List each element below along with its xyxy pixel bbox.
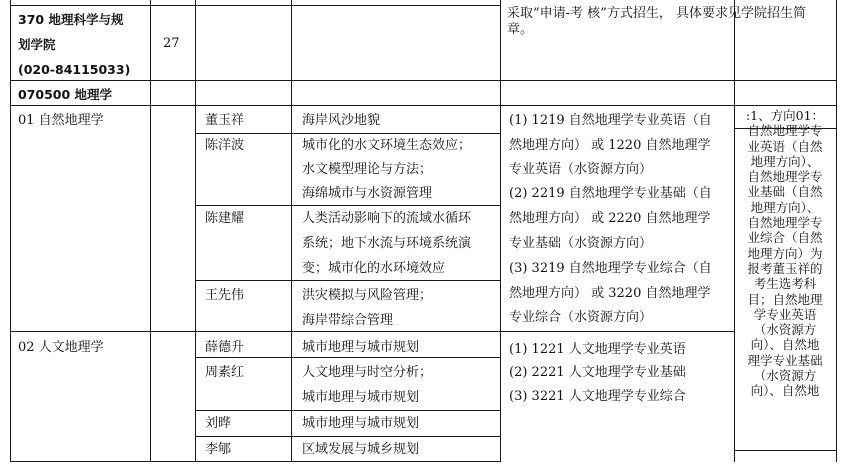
remark-line: 学专业英语 [753, 306, 817, 322]
college-quota: 27 [163, 36, 180, 51]
remark-line: （水资源方 [753, 368, 817, 384]
col-border-research-exam [500, 0, 501, 462]
col-border-right [836, 0, 837, 462]
remark-line: 报考董玉祥的 [747, 260, 823, 276]
exam-subject: (3) 3221 人文地理学专业综合 [509, 389, 686, 404]
supervisor-underline [195, 133, 291, 134]
college-name-line2: 划学院 [18, 37, 56, 52]
research-direction: 城市地理与城市规划 [302, 390, 420, 405]
exam-subject: 专业英语（水资源方向） [509, 162, 653, 177]
supervisor-name: 刘晔 [205, 416, 232, 431]
exam-subject: 专业基础（水资源方向） [509, 236, 653, 251]
supervisor-name: 周素红 [205, 365, 245, 380]
remark-line: 向）、自然地 [750, 337, 820, 353]
enroll-note-line1: 采取“申请-考 核”方式招生， 具体要求见学院招生简 [507, 6, 806, 21]
remark-line: 目；自然地理 [747, 291, 823, 307]
research-direction: 区域发展与城乡规划 [302, 442, 420, 457]
supervisor-name: 李郇 [205, 442, 232, 457]
supervisor-name: 薛德升 [205, 340, 245, 355]
research-underline [291, 280, 500, 281]
research-underline [291, 436, 500, 437]
remark-line: 自然地理学专 [747, 123, 823, 139]
research-direction: 城市地理与城市规划 [302, 416, 420, 431]
college-name-line1: 370 地理科学与规 [18, 12, 124, 27]
col-border-supervisor-research [291, 0, 292, 462]
remark-text [736, 108, 834, 399]
exam-subject: (1) 1221 人文地理学专业英语 [509, 342, 686, 357]
supervisor-underline [195, 357, 291, 358]
row-border-remark-bottom [734, 450, 836, 451]
exam-subject: (3) 3219 自然地理学专业综合（自 [509, 261, 712, 276]
supervisor-underline [195, 205, 291, 206]
row-border-college-bottom [10, 80, 836, 81]
row-border-bottom [10, 461, 500, 462]
remark-line: 理学专业基础 [747, 352, 823, 368]
research-direction: 海岸风沙地貌 [302, 113, 381, 128]
remark-line: 自然地理学专 [747, 169, 823, 185]
exam-subject: (1) 1219 自然地理学专业英语（自 [509, 113, 712, 128]
research-direction: 系统；地下水流与环境系统演 [302, 236, 472, 251]
supervisor-underline [195, 280, 291, 281]
research-direction: 海岸带综合管理 [302, 313, 394, 328]
row-border-discipline-bottom [10, 105, 836, 106]
research-direction: 人类活动影响下的流域水循环 [302, 211, 472, 226]
col-border-left [10, 0, 11, 462]
remark-line: 地理方向）、 [750, 199, 820, 215]
remark-line: 地理方向）为 [747, 245, 823, 261]
supervisor-name: 董玉祥 [205, 113, 245, 128]
exam-subject: 专业综合（水资源方向） [509, 310, 653, 325]
row-border-major-02-top [10, 331, 734, 332]
exam-subject: 然地理方向） 或 3220 自然地理学 [509, 286, 711, 301]
research-underline [291, 410, 500, 411]
supervisor-name: 陈洋波 [205, 138, 245, 153]
remark-line: 业基础（自然 [747, 184, 823, 200]
remark-line: 地理方向）、 [750, 153, 820, 169]
research-direction: 人文地理与时空分析； [302, 365, 433, 380]
supervisor-underline [195, 436, 291, 437]
supervisor-underline [195, 410, 291, 411]
major-name: 01 自然地理学 [18, 113, 104, 128]
remark-line: 自然地理学专 [747, 215, 823, 231]
remark-line: （水资源方 [753, 322, 817, 338]
exam-subject: (2) 2219 自然地理学专业基础（自 [509, 186, 712, 201]
discipline-code-name: 070500 地理学 [18, 87, 113, 102]
research-underline [291, 357, 500, 358]
supervisor-name: 陈建耀 [205, 211, 245, 226]
major-name: 02 人文地理学 [18, 340, 104, 355]
research-direction: 水文模型理论与方法； [302, 162, 433, 177]
row-border-college-top [10, 5, 500, 6]
exam-subject: 然地理方向） 或 1220 自然地理学 [509, 138, 711, 153]
research-direction: 城市化的水文环境生态效应； [302, 138, 472, 153]
enroll-note-line2: 章。 [507, 22, 534, 37]
research-direction: 洪灾模拟与风险管理； [302, 288, 433, 303]
research-direction: 变；城市化的水环境效应 [302, 261, 446, 276]
remark-line: 业英语（自然 [747, 138, 823, 154]
supervisor-name: 王先伟 [205, 288, 245, 303]
remark-line: 考生选考科 [753, 276, 817, 292]
col-border-quota-supervisor [195, 0, 196, 462]
research-underline [291, 133, 500, 134]
remark-line: 业综合（自然 [747, 230, 823, 246]
col-border-exam-remark [734, 0, 735, 462]
exam-subject: (2) 2221 人文地理学专业基础 [509, 365, 686, 380]
remark-line: 向）、自然地 [750, 383, 820, 399]
remark-line: :1、方向01： [745, 108, 825, 123]
research-underline [291, 205, 500, 206]
research-direction: 城市地理与城市规划 [302, 340, 420, 355]
col-border-name-quota [150, 0, 151, 462]
exam-subject: 然地理方向） 或 2220 自然地理学 [509, 211, 711, 226]
college-phone: (020-84115033) [18, 62, 131, 77]
research-direction: 海绵城市与水资源管理 [302, 186, 433, 201]
